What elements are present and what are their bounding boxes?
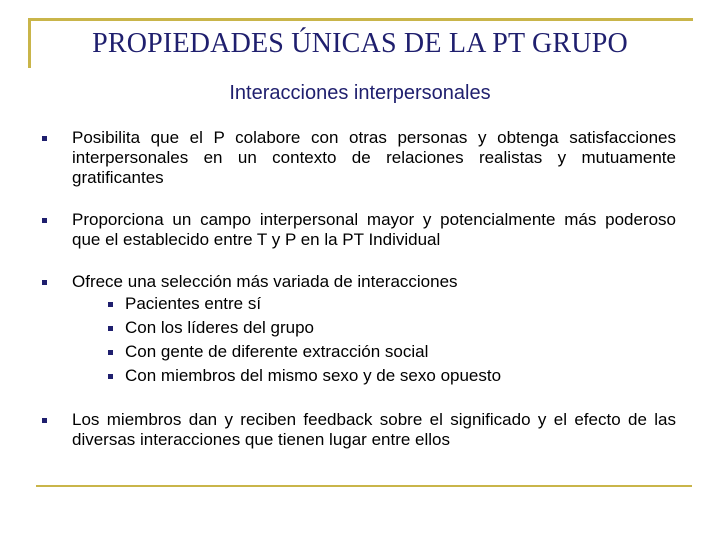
sub-bullet-square-icon bbox=[108, 326, 113, 331]
bullet-item bbox=[36, 128, 676, 188]
bullet-text: Ofrece una selección más variada de interacciones bbox=[72, 272, 458, 291]
sub-bullet-item bbox=[72, 316, 676, 340]
sub-bullet-item bbox=[72, 292, 676, 316]
bullet-text: Posibilita que el P colabore con otras personas y obtenga satisfacciones interpersonales en un contexto de relaciones realistas y mutuamente gratificantes bbox=[72, 128, 676, 187]
bullet-square-icon bbox=[42, 418, 47, 423]
bullet-item bbox=[36, 410, 676, 450]
sub-bullet-square-icon bbox=[108, 374, 113, 379]
sub-bullet-text: Con gente de diferente extracción social bbox=[125, 342, 429, 361]
sub-bullet-square-icon bbox=[108, 350, 113, 355]
bullet-item bbox=[36, 272, 676, 388]
bullet-text: Proporciona un campo interpersonal mayor y potencialmente más poderoso que el establecido entre T y P en la PT Individual bbox=[72, 210, 676, 249]
page-title: PROPIEDADES ÚNICAS DE LA PT GRUPO bbox=[92, 28, 628, 59]
sub-bullet-item bbox=[72, 340, 676, 364]
sub-bullet-square-icon bbox=[108, 302, 113, 307]
bullet-item bbox=[36, 210, 676, 250]
sub-bullet-text: Con miembros del mismo sexo y de sexo opuesto bbox=[125, 366, 502, 385]
sub-bullet-text: Con los líderes del grupo bbox=[125, 318, 315, 337]
sub-bullet-text: Pacientes entre sí bbox=[125, 294, 262, 313]
bullet-square-icon bbox=[42, 280, 47, 285]
bullet-text: Los miembros dan y reciben feedback sobre el significado y el efecto de las diversas interacciones que tienen lugar entre ellos bbox=[72, 410, 676, 449]
sub-bullet-item bbox=[72, 364, 676, 388]
bottom-divider bbox=[36, 485, 692, 487]
bullet-square-icon bbox=[42, 136, 47, 141]
page-subtitle: Interacciones interpersonales bbox=[229, 82, 491, 104]
bullet-list bbox=[36, 128, 676, 450]
bullet-square-icon bbox=[42, 218, 47, 223]
